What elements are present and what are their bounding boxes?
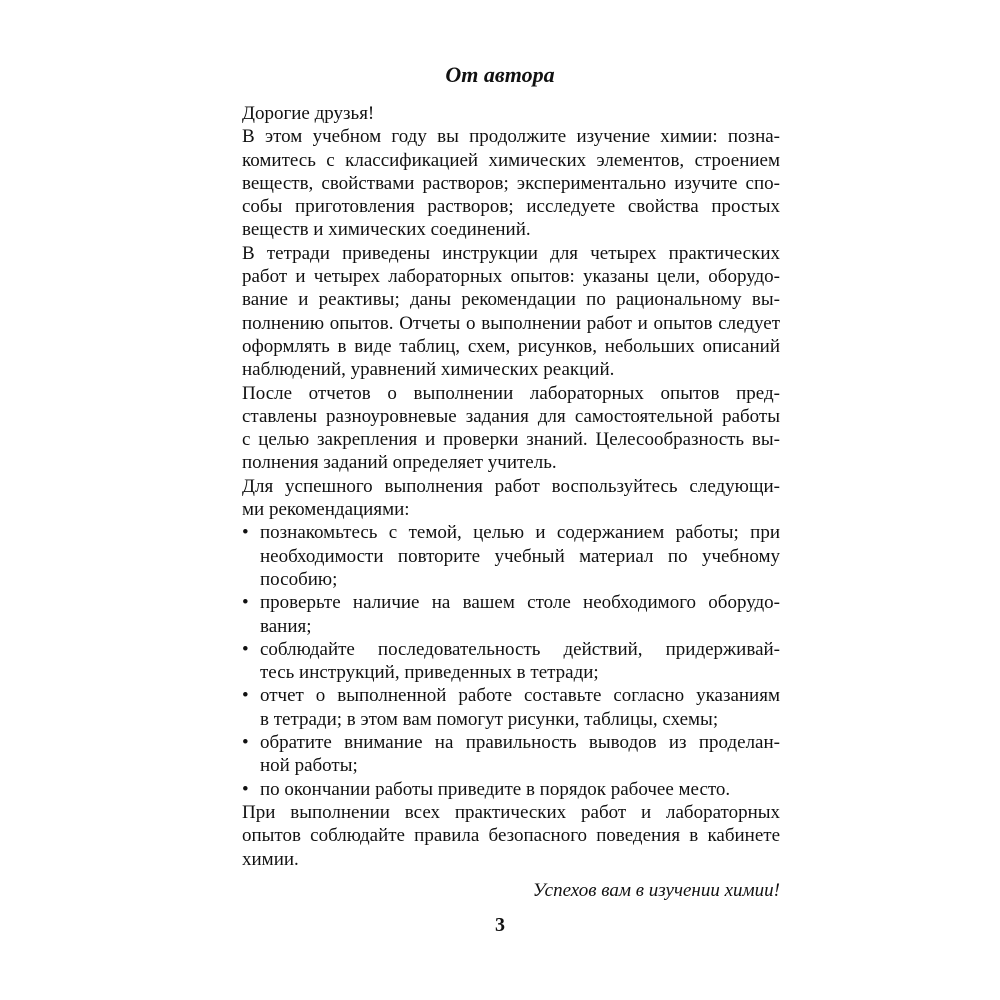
text-line: веществ и химических соединений.: [242, 219, 531, 241]
text-line: вания;: [260, 615, 312, 637]
final-paragraph: [220, 801, 780, 871]
bullet-dot-icon: •: [242, 732, 249, 754]
text-line: Для успешного выполнения работ воспользуйтесь следующи-: [242, 475, 780, 497]
body-text: [220, 102, 780, 902]
paragraph: [220, 242, 780, 382]
text-line: полнения заданий определяет учитель.: [242, 452, 557, 474]
text-line: проверьте наличие на вашем столе необходимого оборудо-: [260, 592, 780, 614]
list-item: [220, 778, 780, 801]
text-line: химии.: [242, 848, 299, 870]
text-line: ной работы;: [260, 755, 358, 777]
text-line: по окончании работы приведите в порядок рабочее место.: [260, 778, 731, 800]
bullet-dot-icon: •: [242, 522, 249, 544]
document-page: [220, 60, 780, 960]
text-line: обратите внимание на правильность выводов из проделан-: [260, 732, 780, 754]
text-line: необходимости повторите учебный материал по учебному: [260, 545, 780, 567]
text-line: собы приготовления растворов; исследуете свойства простых: [242, 196, 780, 218]
text-line: полнению опытов. Отчеты о выполнении работ и опытов следует: [242, 312, 780, 334]
paragraph: [220, 801, 780, 871]
greeting: [220, 102, 780, 125]
list-item: [220, 684, 780, 731]
text-line: После отчетов о выполнении лабораторных опытов пред-: [242, 382, 780, 404]
text-line: ставлены разноуровневые задания для самостоятельной работы: [242, 405, 780, 427]
text-line: опытов соблюдайте правила безопасного поведения в кабинете: [242, 825, 780, 847]
text-line: тесь инструкций, приведенных в тетради;: [260, 662, 599, 684]
text-line: работ и четырех лабораторных опытов: указаны цели, оборудо-: [242, 266, 780, 288]
paragraph-list: [220, 125, 780, 521]
text-line: В тетради приведены инструкции для четырех практических: [242, 242, 780, 264]
bullet-dot-icon: •: [242, 638, 249, 660]
text-line: ми рекомендациями:: [242, 499, 410, 521]
list-item: [220, 638, 780, 685]
page-title: От автора: [445, 62, 555, 87]
text-line: вание и реактивы; даны рекомендации по рациональному вы-: [242, 289, 780, 311]
paragraph: [220, 475, 780, 522]
text-line: веществ, свойствами растворов; экспериментально изучите спо-: [242, 172, 780, 194]
text-line: При выполнении всех практических работ и лабораторных: [242, 801, 780, 823]
text-line: отчет о выполненной работе составьте согласно указаниям: [260, 685, 780, 707]
list-item: [220, 521, 780, 591]
text-line: наблюдений, уравнений химических реакций.: [242, 359, 615, 381]
text-line: комитесь с классификацией химических элементов, строением: [242, 149, 780, 171]
text-line: оформлять в виде таблиц, схем, рисунков, небольших описаний: [242, 335, 780, 357]
text-line: В этом учебном году вы продолжите изучение химии: позна-: [242, 126, 780, 148]
list-item: [220, 731, 780, 778]
closing-wish: Успехов вам в изучении химии!: [532, 879, 780, 901]
text-line: Дорогие друзья!: [242, 103, 375, 124]
bullet-dot-icon: •: [242, 778, 249, 800]
recommendation-list: [220, 521, 780, 801]
text-line: с целью закрепления и проверки знаний. Целесообразность вы-: [242, 429, 780, 451]
bullet-dot-icon: •: [242, 685, 249, 707]
bullet-dot-icon: •: [242, 592, 249, 614]
text-line: познакомьтесь с темой, целью и содержанием работы; при: [260, 522, 780, 544]
paragraph: [220, 382, 780, 475]
text-line: пособию;: [260, 568, 338, 590]
list-item: [220, 591, 780, 638]
paragraph: [220, 125, 780, 241]
text-line: соблюдайте последовательность действий, придерживай-: [260, 638, 780, 660]
text-line: в тетради; в этом вам помогут рисунки, таблицы, схемы;: [260, 708, 719, 730]
page-number: 3: [495, 914, 505, 936]
